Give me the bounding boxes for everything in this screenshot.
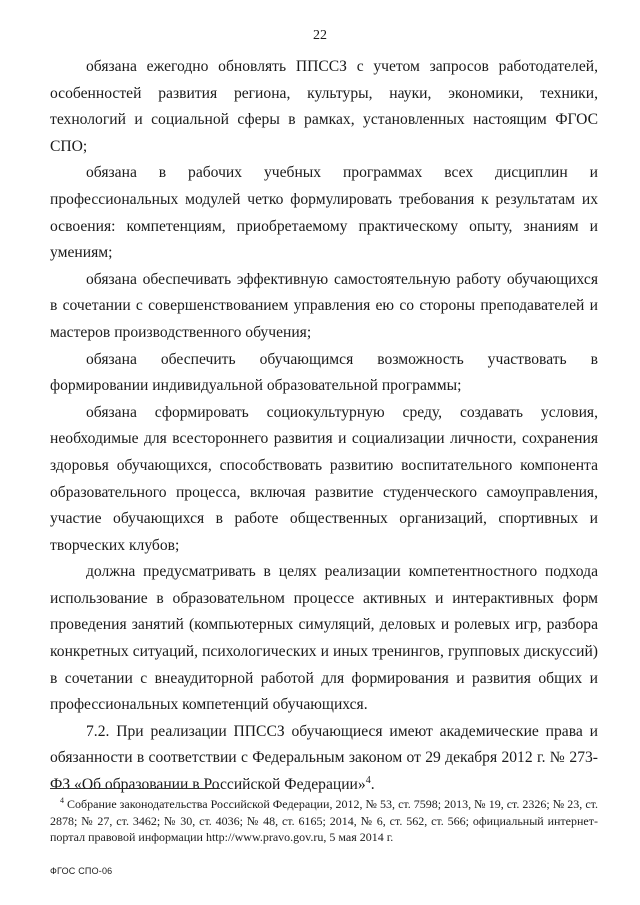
- section-7-2-end: .: [370, 776, 375, 794]
- body-text: [50, 54, 598, 799]
- footnote: [50, 796, 598, 846]
- footnote-divider: [50, 788, 220, 789]
- footnote-marker: 4: [60, 796, 64, 805]
- paragraph: обязана в рабочих учебных программах всех дисциплин и профессиональных модулей четко формулировать требования к результатам их освоения: компетенциям, приобретаемому практическому опыту, знаниям и умениям;: [50, 164, 598, 262]
- paragraph: обязана обеспечить обучающимся возможность участвовать в формировании индивидуальной образовательной программы;: [50, 350, 598, 395]
- paragraph: обязана ежегодно обновлять ППССЗ с учетом запросов работодателей, особенностей развития региона, культуры, науки, экономики, техники, технологий и социальной сферы в рамках, установленных настоящим ФГОС СПО;: [50, 58, 598, 155]
- section-7-2: [50, 719, 598, 799]
- footnote-text: Собрание законодательства Российской Федерации, 2012, № 53, ст. 7598; 2013, № 19, ст. 2326; № 23, ст. 2878; № 27, ст. 3462; № 30, ст. 4036; № 48, ст. 6165; 2014, № 6, ст. 562, ст. 566; официальный интернет-портал правовой информации http://www.pravo.gov.ru, 5 мая 2014 г.: [50, 797, 599, 844]
- paragraph: обязана обеспечивать эффективную самостоятельную работу обучающихся в сочетании с совершенствованием управления ею со стороны преподавателей и мастеров производственного обучения;: [50, 270, 598, 341]
- section-7-2-text: 7.2. При реализации ППССЗ обучающиеся имеют академические права и обязанности в соответствии с Федеральным законом от 29 декабря 2012 г. № 273-ФЗ «Об образовании в Российской Федерации»: [50, 722, 598, 794]
- paragraph: должна предусматривать в целях реализации компетентностного подхода использование в образовательном процессе активных и интерактивных форм проведения занятий (компьютерных симуляций, деловых и ролевых игр, разбора конкретных ситуаций, психологических и иных тренингов, групповых дискуссий) в сочетании с внеаудиторной работой для формирования и развития общих и профессиональных компетенций обучающихся.: [50, 563, 598, 714]
- page-number: 22: [313, 28, 327, 43]
- document-code: ФГОС СПО-06: [50, 866, 113, 876]
- footnote-reference[interactable]: 4: [365, 774, 371, 786]
- paragraph: обязана сформировать социокультурную среду, создавать условия, необходимые для всестороннего развития и социализации личности, сохранения здоровья обучающихся, способствовать развитию воспитательного компонента образовательного процесса, включая развитие студенческого самоуправления, участие обучающихся в работе общественных организаций, спортивных и творческих клубов;: [50, 403, 598, 554]
